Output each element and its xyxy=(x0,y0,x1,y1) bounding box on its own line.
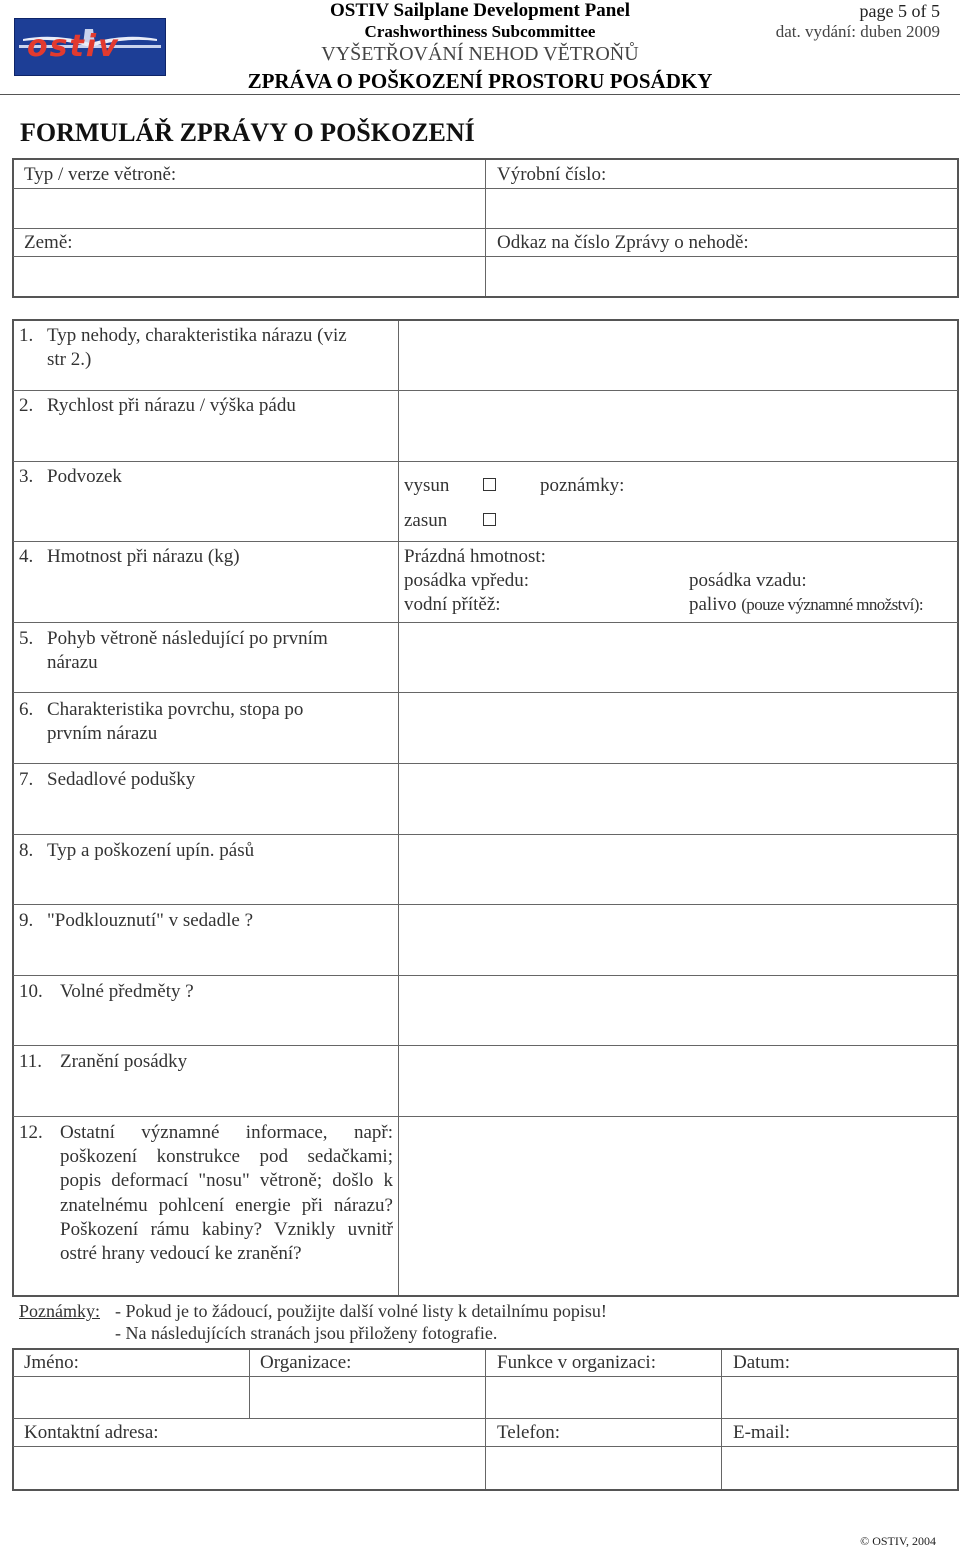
email-label: E-mail: xyxy=(733,1422,790,1443)
header-divider xyxy=(0,94,960,95)
serial-number-field[interactable] xyxy=(487,190,957,227)
organization-field[interactable] xyxy=(251,1378,484,1417)
question-8 xyxy=(19,839,389,865)
divider xyxy=(249,1350,250,1418)
phone-label: Telefon: xyxy=(497,1422,561,1443)
row-divider xyxy=(13,904,958,905)
issue-date: dat. vydání: duben 2009 xyxy=(775,22,940,41)
form-title: FORMULÁŘ ZPRÁVY O POŠKOZENÍ xyxy=(20,118,475,147)
answer-9-field[interactable] xyxy=(400,906,957,974)
answer-12-field[interactable] xyxy=(400,1118,957,1295)
row-divider xyxy=(13,975,958,976)
notes-line-2: - Na následujících stranách jsou přiloženy fotografie. xyxy=(115,1323,498,1343)
row-divider xyxy=(13,390,958,391)
copyright: © OSTIV, 2004 xyxy=(860,1534,936,1548)
question-number: 2. xyxy=(19,395,34,416)
question-number: 8. xyxy=(19,840,34,861)
investigation-title: VYŠETŘOVÁNÍ NEHOD VĚTROŇŮ xyxy=(321,43,639,65)
question-label: Typ nehody, charakteristika nárazu (viz xyxy=(47,325,347,346)
question-number: 7. xyxy=(19,769,34,790)
notes-line-1: - Pokud je to žádoucí, použijte další volné listy k detailnímu popisu! xyxy=(115,1301,607,1321)
question-label: Charakteristika povrchu, stopa po xyxy=(47,699,304,720)
answer-7-field[interactable] xyxy=(400,765,957,833)
question-number: 12. xyxy=(19,1122,43,1143)
org-title: OSTIV Sailplane Development Panel xyxy=(330,0,630,21)
row-divider xyxy=(13,541,958,542)
email-field[interactable] xyxy=(723,1448,957,1489)
question-label: Zranění posádky xyxy=(60,1051,188,1072)
logo-lettering: ostiv xyxy=(27,29,120,64)
serial-number-label: Výrobní číslo: xyxy=(497,164,607,185)
answer-1-field[interactable] xyxy=(400,322,957,389)
question-12 xyxy=(19,1121,393,1291)
phone-field[interactable] xyxy=(487,1448,720,1489)
water-ballast-label: vodní přítěž: xyxy=(404,594,501,615)
question-label: Sedadlové podušky xyxy=(47,769,196,790)
gear-notes-label: poznámky: xyxy=(540,475,625,496)
question-6 xyxy=(19,698,389,748)
question-7 xyxy=(19,768,389,794)
question-label-cont: prvním nárazu xyxy=(47,723,158,744)
address-label: Kontaktní adresa: xyxy=(24,1422,159,1443)
row-divider xyxy=(13,692,958,693)
notes-label: Poznámky: xyxy=(19,1301,100,1321)
question-label: Ostatní významné informace, např: poškození konstrukce pod sedačkami; popis deformací "nosu" větroně; došlo k znatelnému pohlcení energie při nárazu? Poškození rámu kabiny? Vznikly uvnitř ostré hrany vedoucí ke zranění? xyxy=(60,1122,393,1265)
question-2 xyxy=(19,394,389,420)
empty-mass-label: Prázdná hmotnost: xyxy=(404,546,546,567)
question-number: 9. xyxy=(19,910,34,931)
question-5 xyxy=(19,627,389,677)
question-label-cont: str 2.) xyxy=(47,349,92,370)
question-11 xyxy=(19,1050,389,1076)
question-1 xyxy=(19,324,389,374)
row-divider xyxy=(13,1116,958,1117)
accident-report-ref-label: Odkaz na číslo Zprávy o nehodě: xyxy=(497,232,749,253)
subcommittee: Crashworthiness Subcommittee xyxy=(364,22,596,41)
address-field[interactable] xyxy=(14,1448,484,1489)
organization-label: Organizace: xyxy=(260,1352,352,1373)
divider xyxy=(485,1350,486,1489)
question-label: Podvozek xyxy=(47,466,122,487)
gear-extended-label: vysun xyxy=(404,475,450,496)
fuel-label xyxy=(689,593,923,617)
question-3 xyxy=(19,465,389,491)
question-label: Pohyb větroně následující po prvním xyxy=(47,628,328,649)
row-divider xyxy=(13,763,958,764)
country-field[interactable] xyxy=(14,258,484,296)
question-4 xyxy=(19,545,389,571)
answer-5-field[interactable] xyxy=(400,624,957,691)
question-label-cont: nárazu xyxy=(47,652,98,673)
question-number: 10. xyxy=(19,981,43,1002)
answer-11-field[interactable] xyxy=(400,1047,957,1115)
divider xyxy=(721,1350,722,1489)
question-label: Typ a poškození upín. pásů xyxy=(47,840,255,861)
fuel-label-main: palivo xyxy=(689,594,742,615)
row-divider xyxy=(13,834,958,835)
divider xyxy=(485,160,486,296)
row-divider xyxy=(13,1045,958,1046)
type-version-label: Typ / verze větroně: xyxy=(24,164,177,185)
page-number: page 5 of 5 xyxy=(859,1,940,21)
answer-6-field[interactable] xyxy=(400,694,957,762)
name-label: Jméno: xyxy=(24,1352,79,1373)
question-label: Hmotnost při nárazu (kg) xyxy=(47,546,240,567)
question-label: Volné předměty ? xyxy=(60,981,194,1002)
accident-report-ref-field[interactable] xyxy=(487,258,957,296)
date-field[interactable] xyxy=(723,1378,957,1417)
report-title: ZPRÁVA O POŠKOZENÍ PROSTORU POSÁDKY xyxy=(247,69,713,93)
answer-10-field[interactable] xyxy=(400,977,957,1044)
date-label: Datum: xyxy=(733,1352,790,1373)
question-9 xyxy=(19,909,389,935)
question-label: "Podklouznutí" v sedadle ? xyxy=(47,910,254,931)
crew-front-label: posádka vpředu: xyxy=(404,570,530,591)
answer-8-field[interactable] xyxy=(400,836,957,903)
question-number: 11. xyxy=(19,1051,43,1072)
row-divider xyxy=(13,622,958,623)
column-divider xyxy=(398,321,399,1116)
type-version-field[interactable] xyxy=(14,190,484,227)
function-label: Funkce v organizaci: xyxy=(497,1352,656,1373)
question-number: 4. xyxy=(19,546,34,567)
gear-retracted-label: zasun xyxy=(404,510,448,531)
name-field[interactable] xyxy=(14,1378,248,1417)
fuel-label-note: (pouze významné množství): xyxy=(741,595,923,614)
crew-rear-label: posádka vzadu: xyxy=(689,570,807,591)
function-field[interactable] xyxy=(487,1378,720,1417)
answer-2-field[interactable] xyxy=(400,392,957,460)
country-label: Země: xyxy=(24,232,73,253)
gear-extended-checkbox[interactable] xyxy=(483,478,496,491)
column-divider xyxy=(398,1117,399,1295)
question-number: 1. xyxy=(19,325,34,346)
question-number: 5. xyxy=(19,628,34,649)
row-divider xyxy=(13,461,958,462)
question-number: 6. xyxy=(19,699,34,720)
question-10 xyxy=(19,980,389,1006)
question-label: Rychlost při nárazu / výška pádu xyxy=(47,395,296,416)
question-number: 3. xyxy=(19,466,34,487)
gear-retracted-checkbox[interactable] xyxy=(483,513,496,526)
